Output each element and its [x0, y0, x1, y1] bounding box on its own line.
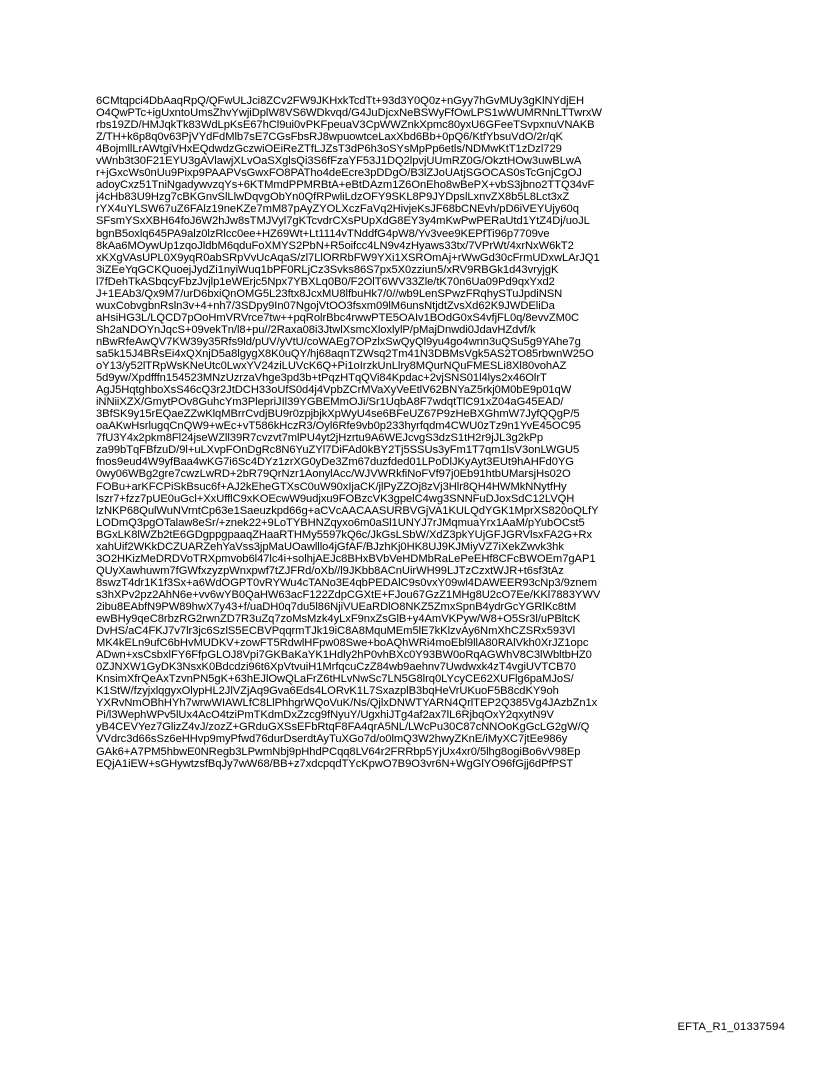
- encoded-text-line: 3O2HKizMeDRDVoTRXpmvob6l47lc4i+solhjAEJc8BHxBVbVeHDMbRaLePeEHf8CFcBWOEm7gAP1: [96, 552, 596, 565]
- encoded-text-line: FOBu+arKFCPiSkBsuc6f+AJ2kEheGTXsC0uW90xIjaCK/jlPyZZOj8zVj3Hlr8QH4HWMkNNytfHy: [96, 480, 567, 493]
- encoded-text-line: rYX4uYLSW67uZ6FAlz19neKZe7mM87pAyZYOLXczFaVq2HivjeKsJF68bCNEvh/pD6iVEYUjy60q: [96, 203, 579, 216]
- encoded-text-line: vWnb3t30F21EYU3gAVlawjXLvOaSXglsQi3S6fFzaYF53J1DQ2lpvjUUmRZ0G/OkztHOw3uwBLwA: [96, 155, 582, 168]
- encoded-text-line: 4BojmllLrAWtgiVHxEQdwdzGczwiOEiReZTfLJZsT3dP6h3oSYsMpPp6etls/NDMwKtT1zDzl729: [96, 143, 562, 156]
- encoded-text-line: Sh2aNDOYnJqcS+09vekTn/l8+pu//2Raxa08i3JtwlXsmcXloxlylP/pMajDnwdi0JdavHZdvf/k: [96, 323, 536, 336]
- encoded-text-line: 6CMtqpci4DbAaqRpQ/QFwULJci8ZCv2FW9JKHxkTcdTt+93d3Y0Q0z+nGyy7hGvMUy3gKlNYdjEH: [96, 95, 585, 107]
- encoded-text-line: adoyCxz51TniNgadywvzqYs+6KTMmdPPMRBtA+eBtDAzm1Z6OnEho8wBePX+vbS3jbno2TTQ34vF: [96, 179, 595, 192]
- encoded-text-line: MK4kELn9ufC6bHvMUDKV+zowFT5RdwlHFpw08Swe+boAQhWRi4moEbl9llA80RAlVkh0XrJZ1opc: [96, 637, 589, 650]
- encoded-text-line: Pi/l3WephWPv5lUx4AcO4tziPmTKdmDxZzcg9fNyuY/UgxhiJTg4af2ax7lL6RjbqOxY2qxytN9V: [96, 709, 554, 722]
- encoded-text-line: r+jGxcWs0nUu9Pixp9PAAPVsGwxFO8PATho4deEcre3pDDgO/B3lZJoUAtjSGOCAS0sTcGnjCgOJ: [96, 167, 582, 180]
- encoded-text-line: j4cHb83U9Hzg7cBKGnvSlLlwDqvgObYn0QfRPwliLdzOFY9SKL8P9JYDpslLxnvZX8b5L8Lct3xZ: [96, 191, 570, 204]
- encoded-text-line: 0wy06WBg2gre7cwzLwRD+2bR79QrNzr1AonylAcc/WJVWRkfiNoFVf97j0Eb91htbUMarsjHs02O: [96, 468, 571, 481]
- encoded-text-line: rbs19ZD/HMJqkTk83WdLpKsE67hCl9ui0vPKFpeuaV3CpWWZnkXpmc80yxU6GFeeTSvpxnuVNAKB: [96, 119, 595, 132]
- encoded-text-line: fnos9eud4W9yfBaa4wKG7i6Sc4DYz1zrXG0yDe3Zm67duzfded01LPoDlJKyAyt3EUt9hAHFd0YG: [96, 456, 574, 469]
- encoded-text-line: VVdrc3d66sSz6eHHvp9myPfwd76durDserdtAyTuXGo7d/o0lmQ3W2hwyZKnE/iMyXC7jtEe986y: [96, 733, 568, 746]
- encoded-text-line: SFsmYSxXBH64foJ6W2hJw8sTMJVyl7gKTcvdrCXsPUpXdG8EY3y4mKwPwPERaUtd1YtZ4Dj/uoJL: [96, 215, 590, 228]
- encoded-text-line: wuxCobvgbnRsln3v+4+nh7/3SDpy9In07NgojVtOO3fsxm09lM6unsNtjdtZvsXd62K9JWDEliDa: [96, 299, 555, 312]
- encoded-text-line: K1StW/fzyjxlqgyxOlypHL2JlVZjAq9Gva6Eds4LORvK1L7SxazplB3bqHeVrUKuoF5B8cdKY9oh: [96, 685, 559, 698]
- encoded-text-line: EQjA1iEW+sGHywtzsfBqJy7wW68/BB+z7xdcpqdTYcKpwO7B9O3vr6N+WgGlYO96fGjj6dPfPST: [96, 757, 574, 770]
- encoded-text-block: [96, 95, 716, 770]
- encoded-text-line: 5d9yw/Xpdfffn154523MNzUzrzaVhge3pd3b+tPqzHTqQVi84Kpdac+2vjSNS01l4lys2x46OlrT: [96, 372, 547, 385]
- encoded-text-line: oY13/y52lTRpWsKNeUtc0LwxYV24ziLUVcK6Q+Pi1oIrzkUnLlry8MQurNQuFMESLi8Xl80vohAZ: [96, 360, 567, 373]
- encoded-text-line: ewBHy9qeC8rbzRG2rwnZD7R3uZq7zoMsMzk4yLxF9nxZsGlB+y4AmVKPyw/W8+O5Sr3l/uPBltcK: [96, 613, 581, 626]
- encoded-text-line: 7fU3Y4x2pkm8Fl24jseWZll39R7cvzvt7mlPU4yt2jHzrtu9A6WEJcvgS3dzS1tH2r9jJL3g2kPp: [96, 432, 543, 445]
- encoded-text-line: KnsimXfrQeAxTzvnPN5gK+63hEJlOwQLaFrZ6tHLvNwSc7LN5G8lrq0LYcyCE62XUFlg6paMJoS/: [96, 673, 574, 686]
- encoded-text-line: 8kAa6MOywUp1zqoJldbM6qduFoXMYS2PbN+R5oifcc4LN9v4zHyaws33tx/7VPrWt/4xrNxW6kT2: [96, 239, 574, 252]
- encoded-text-line: BGxLK8lWZb2tE6GDgppgpaaqZHaaRTHMy5597kQ6c/JkGsLSbW/XdZ3pkYUjGFJGRVlsxFA2G+Rx: [96, 528, 592, 541]
- encoded-text-line: J+1EAb3/Qx9M7/urD6bxiQnOMG5L23ftx8JcxMU8lfbuHk7/0//wb9LenSPwzFRqhySTuJpdiNSN: [96, 287, 563, 300]
- encoded-text-line: 2ibu8EAbfN9PW89hwX7y43+f/uaDH0q7du5l86NjiVUEaRDlO8NKZ5ZmxSpnB4ydrGcYGRlKc8tM: [96, 600, 577, 613]
- encoded-text-line: Z/TH+k6p8q0v63PjVYdFdMlb7sE7CGsFbsRJ8wpuowtceLaxXbd6Bb+0pQ6/KtfYbsuVdO/2r/qK: [96, 131, 563, 144]
- encoded-text-line: DvHS/aC4FKJ7v7lr3jc6SzlS5ECBVPqqrmTJk19iC8A8MquMEm5lE7kKlzvAy6NmXhCZSRx593Vl: [96, 625, 576, 638]
- encoded-text-line: 3iZEeYqGCKQuoejJydZi1nyiWuq1bPF0RLjCz3Svks86S7px5X0zziun5/xRV9RBGk1d43vryjgK: [96, 263, 559, 276]
- encoded-text-line: YXRvNmOBhHYh7wrwWIAWLfC8LlPhhgrWQoVuK/Ns/QjlxDNWTYARN4QrlTEP2Q385Vg4JAzbZn1x: [96, 697, 598, 710]
- encoded-text-line: nBwRfeAwQV7KW39y35Rfs9ld/pUV/yVtU/coWAEg7OPzlxSwQyQl9yu4go4wnn3uQSu5g9YAhe7g: [96, 335, 581, 348]
- encoded-text-line: xahUif2WKkDCZUARZehYaVss3jpMaUOawlllo4jGfAF/BJzhKj0HK8UJ9KJMiyVZ7iXekZwvk3hk: [96, 540, 564, 553]
- encoded-text-line: yB4CEVYez7GlizZ4vJ/zozZ+GRduGXSsEFbRtqF8FA4qrA5NL/LWcPu30C87cNNOoKgGcLG2gW/Q: [96, 721, 590, 734]
- encoded-text-line: lszr7+fzz7pUE0uGcl+XxUfflC9xKOEcwW9udjxu9FOBzcVK3gpelC4wg3SNNFuDJoxSdC12LVQH: [96, 492, 575, 505]
- encoded-text-line: s3hXPv2pz2AhN6e+vv6wYB0QaHW63acF122ZdpCGXtE+FJou67GzZ1MHg8U2cO7Ee/KKl7883YWV: [96, 588, 601, 601]
- encoded-text-line: oaAKwHsrlugqCnQW9+wEc+vT586kHczR3/Oyl6Rfe9vb0p233hyrfqdm4CWU0zTz9n1YvE45OC95: [96, 420, 581, 433]
- encoded-text-line: GAk6+A7PM5hbwE0NRegb3LPwmNbj9pHhdPCqq8LV64r2FRRbp5YjUx4xr0/5lhg8ogiBo6vV98Ep: [96, 745, 581, 758]
- encoded-text-line: aHsiHG3L/LQCD7pOoHmVRVrce7tw++pqRolrBbc4rwwPTE5OAIv1BOdG0xS4vfjFL0q/8evvZM0C: [96, 311, 580, 324]
- encoded-text-line: iNNiiXZX/GmytPOv8GuhcYm3PlepriJIl39YGBEMmOJi/Sr1UqbA8F7wdqtTlC91xZ04aG45EAD/: [96, 396, 564, 409]
- encoded-text-line: za99bTqFBfzuD/9l+uLXvpFOnDgRc8N6YuZYl7DiFAd0kBY2Tj5SSUs3yFm1T7qm1lsV3onLWGU5: [96, 444, 580, 457]
- encoded-text-line: sa5k15J4BRsEi4xQXnjD5a8lgygX8K0uQY/hj68aqnTZWsq2Tm41N3DBMsVgk5AS2TO85rbwnW25O: [96, 347, 594, 360]
- encoded-text-line: 0ZJNXW1GyDK3NsxK0Bdcdzi96t6XpVtvuiH1MrfqcuCzZ84wb9aehnv7Uwdwxk4zT4vgiUVTCB70: [96, 661, 576, 674]
- encoded-text-line: l7fDehTkASbqcyFbzJvjlp1eWErjc5Npx7YBXLq0B0/F2OlT6WV33Zle/tK70n6Ua09Pd9qxYxd2: [96, 275, 555, 288]
- encoded-text-line: 8swzT4dr1K1f3Sx+a6WdOGPT0vRYWu4cTANo3E4qbPEDAlC9s0vxY09wl4DAWEER93cNp3/9znem: [96, 576, 597, 589]
- encoded-text-line: AgJ5HqtghboXsS46cQ3r2JtDCH33oUfS0d4j4VpbZCrMVaXyVeEtlV62BNYaZ5rkj0M0bE9p01qW: [96, 384, 572, 397]
- encoded-text-line: lzNKP68QulWuNVrntCp63e1Saeuzkpd66g+aCVcAACAASURBVGjVA1KULQdYGK1MprXS820oQLfY: [96, 504, 599, 517]
- bates-number: EFTA_R1_01337594: [677, 1021, 785, 1033]
- encoded-text-line: xKXgVAsUPL0X9yqR0abSRpVvUcAqaS/zl7LlORRbFW9YXi1XSROmAj+rWwGd30cFrmUDxwLArJQ1: [96, 251, 600, 264]
- encoded-text-line: LODmQ3pgOTalaw8eSr/+znek22+9LoTYBHNZqyxo6m0aSl1UNYJ7rJMqmuaYrx1AaM/pYubOCst5: [96, 516, 585, 529]
- encoded-text-line: ADwn+xsCsbxlFY6FfpGLOJ8Vpi7GKBaKaYK1Hdly2hP0vhBXc0Y93BW0oRqAGWhV8C3lWbltbHZ0: [96, 649, 592, 662]
- encoded-text-line: O4QwPTc+igUxntoUmsZhvYwjiDplW8VS6WDkvqd/G4JuDjcxNeBSWyFfOwLPS1wWUMRNnLTTwrxW: [96, 107, 602, 120]
- encoded-text-line: 3BfSK9y15rEQaeZZwKlqMBrrCvdjBU9r0zpjbjkXpWyU4se6BFeUZ67P9zHeBXGhmW7JyfQQgP/5: [96, 408, 580, 421]
- encoded-text-line: bgnB5oxlq645PA9alz0lzRlcc0ee+HZ69Wt+Lt1114vTNddfG4pW8/Yv3vee9KEPfTi96p7709ve: [96, 227, 550, 240]
- encoded-text-line: QUyXawhuwm7fGWfxzyzpWnxpwf7tZJFRd/oXb//l9JKbb8ACnUirWH99LJTzCzxtWJR+t6sf3tAz: [96, 564, 564, 577]
